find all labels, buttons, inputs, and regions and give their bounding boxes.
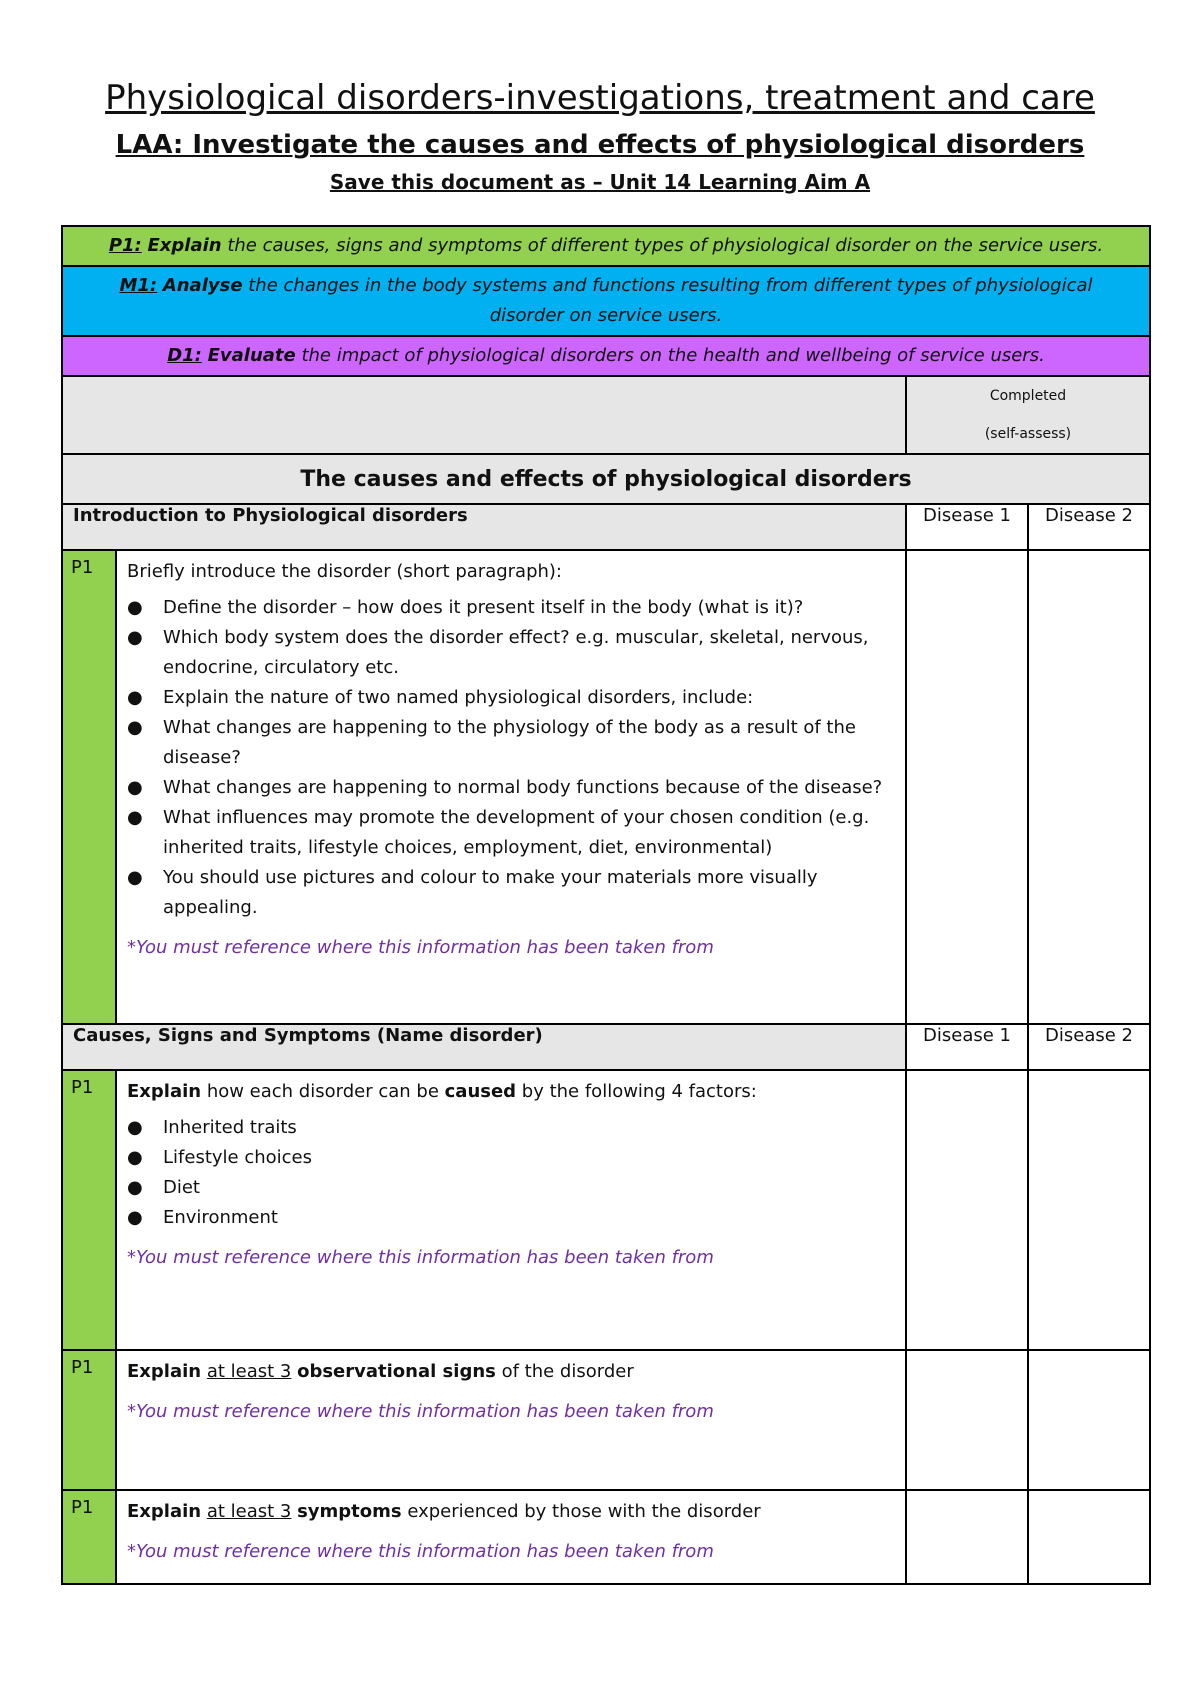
list-item: ● You should use pictures and colour to make your materials more visually appealing.: [163, 863, 895, 923]
self-assess-label: (self-assess): [984, 426, 1072, 442]
reference-note: *You must reference where this information has been taken from: [127, 1247, 714, 1268]
symptoms-task-content: [116, 1490, 906, 1584]
intro-bullet-list: [127, 593, 895, 923]
intro-task-content: [116, 550, 906, 1024]
list-item: ● Inherited traits: [163, 1113, 895, 1143]
intro-lead: Briefly introduce the disorder (short paragraph):: [127, 561, 562, 582]
list-item: ● Which body system does the disorder effect? e.g. muscular, skeletal, nervous, endocrine, circulatory etc.: [163, 623, 895, 683]
list-item: ● Lifestyle choices: [163, 1143, 895, 1173]
causes-bullet-list: [127, 1113, 895, 1233]
criterion-code: M1:: [119, 275, 158, 296]
task-keyword: caused: [444, 1081, 517, 1102]
list-item: ● Environment: [163, 1203, 895, 1233]
save-instruction: Save this document as – Unit 14 Learning Aim A: [329, 170, 871, 194]
task-amount: at least 3: [206, 1501, 292, 1522]
causes-header-row: [62, 1024, 1150, 1070]
criterion-p1-row: [62, 226, 1150, 266]
criterion-code: D1:: [167, 345, 202, 366]
disease-2-header: Disease 2: [1028, 504, 1150, 550]
criterion-code: P1:: [108, 235, 142, 256]
signs-task-content: [116, 1350, 906, 1490]
criterion-verb: Analyse: [162, 275, 243, 296]
task-text: by the following 4 factors:: [516, 1081, 757, 1102]
criterion-tag: P1: [62, 1350, 116, 1490]
task-keyword: observational signs: [297, 1361, 496, 1382]
task-text: of the disorder: [495, 1361, 634, 1382]
signs-lead: [127, 1357, 895, 1387]
task-verb: Explain: [127, 1361, 202, 1382]
criterion-verb: Explain: [147, 235, 222, 256]
list-item: ● What changes are happening to normal body functions because of the disease?: [163, 773, 895, 803]
disease-2-check-cell[interactable]: [1028, 1490, 1150, 1584]
disease-2-check-cell[interactable]: [1028, 1070, 1150, 1350]
signs-task-row: [62, 1350, 1150, 1490]
disease-1-check-cell[interactable]: [906, 1490, 1028, 1584]
blank-cell: [62, 376, 906, 454]
list-item: ● What changes are happening to the physiology of the body as a result of the disease?: [163, 713, 895, 773]
intro-header-row: [62, 504, 1150, 550]
disease-1-header: Disease 1: [906, 504, 1028, 550]
completed-self-assess-cell[interactable]: [906, 376, 1150, 454]
symptoms-lead: [127, 1497, 895, 1527]
criterion-verb: Evaluate: [207, 345, 296, 366]
completed-row: [62, 376, 1150, 454]
disease-1-check-cell[interactable]: [906, 1070, 1028, 1350]
disease-1-header: Disease 1: [906, 1024, 1028, 1070]
disease-2-check-cell[interactable]: [1028, 1350, 1150, 1490]
task-verb: Explain: [127, 1081, 202, 1102]
task-verb: Explain: [127, 1501, 202, 1522]
criterion-m1-row: [62, 266, 1150, 336]
causes-task-content: [116, 1070, 906, 1350]
criterion-text: the changes in the body systems and functions resulting from different types of physiological disorder on service users.: [242, 275, 1093, 326]
learning-aim-heading: LAA: Investigate the causes and effects of physiological disorders: [115, 130, 1085, 160]
disease-2-check-cell[interactable]: [1028, 550, 1150, 1024]
list-item: ● Define the disorder – how does it present itself in the body (what is it)?: [163, 593, 895, 623]
reference-note: *You must reference where this information has been taken from: [127, 1401, 714, 1422]
disease-1-check-cell[interactable]: [906, 1350, 1028, 1490]
disease-2-header: Disease 2: [1028, 1024, 1150, 1070]
assessment-table: [61, 225, 1151, 1585]
completed-label: Completed: [989, 388, 1067, 404]
list-item: ● Explain the nature of two named physiological disorders, include:: [163, 683, 895, 713]
criterion-d1-row: [62, 336, 1150, 376]
causes-lead: [127, 1077, 895, 1107]
criterion-tag: P1: [62, 1490, 116, 1584]
task-amount: at least 3: [206, 1361, 292, 1382]
task-text: how each disorder can be: [201, 1081, 445, 1102]
list-item: ● What influences may promote the development of your chosen condition (e.g. inherited traits, lifestyle choices, employment, diet, environmental): [163, 803, 895, 863]
reference-note: *You must reference where this information has been taken from: [127, 937, 714, 958]
section-title: The causes and effects of physiological disorders: [62, 454, 1150, 504]
causes-task-row: [62, 1070, 1150, 1350]
causes-heading: Causes, Signs and Symptoms (Name disorder): [62, 1024, 906, 1070]
task-keyword: symptoms: [297, 1501, 402, 1522]
criterion-text: the impact of physiological disorders on the health and wellbeing of service users.: [295, 345, 1045, 366]
task-text: experienced by those with the disorder: [401, 1501, 761, 1522]
criterion-tag: P1: [62, 550, 116, 1024]
criterion-tag: P1: [62, 1070, 116, 1350]
list-item: ● Diet: [163, 1173, 895, 1203]
criterion-m1: [62, 266, 1150, 336]
document-title: Physiological disorders-investigations, treatment and care: [105, 78, 1095, 118]
section-title-row: [62, 454, 1150, 504]
symptoms-task-row: [62, 1490, 1150, 1584]
disease-1-check-cell[interactable]: [906, 550, 1028, 1024]
intro-heading: Introduction to Physiological disorders: [62, 504, 906, 550]
criterion-d1: [62, 336, 1150, 376]
reference-note: *You must reference where this information has been taken from: [127, 1541, 714, 1562]
criterion-text: the causes, signs and symptoms of different types of physiological disorder on the service users.: [221, 235, 1104, 256]
intro-task-row: [62, 550, 1150, 1024]
criterion-p1: [62, 226, 1150, 266]
